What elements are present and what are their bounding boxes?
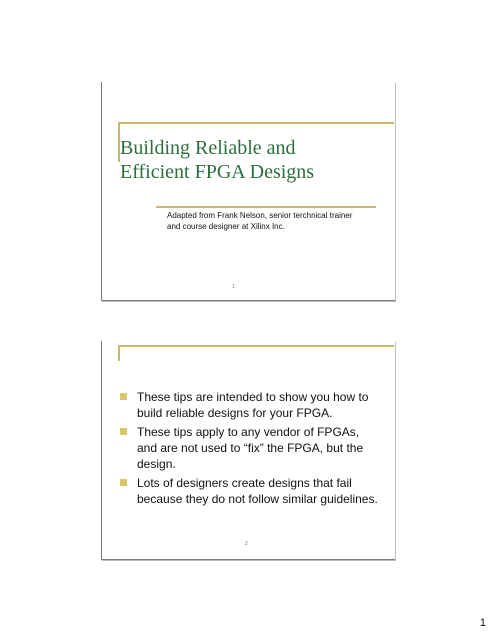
subtitle-line-1: Adapted from Frank Nelson, senior terchnical trainer [167,211,353,220]
bullet-square-icon [120,428,127,435]
slide-subtitle [167,210,352,232]
bullet-square-icon [120,479,127,486]
slide-title [120,136,314,184]
bullet-item: Lots of designers create designs that fail because they do not follow similar guidelines. [120,475,378,507]
bullet-item: These tips apply to any vendor of FPGAs, and are not used to “fix” the FPGA, but the design. [120,424,378,472]
subtitle-line-2: and course designer at Xilinx Inc. [167,222,285,231]
slide-title-line-1: Building Reliable and [120,137,296,159]
header-accent-vertical [118,345,120,361]
bullet-square-icon [120,393,127,400]
bullet-item: These tips are intended to show you how to build reliable designs for your FPGA. [120,389,378,421]
sheet-page-number: 1 [479,617,486,629]
title-accent-horizontal [118,122,394,124]
slide-page-number: 1 [232,284,235,290]
subtitle-accent-line [156,206,376,208]
header-accent-horizontal [118,345,394,347]
slide-1 [101,82,395,301]
bullet-list [120,389,378,510]
slide-page-number: 2 [245,541,248,547]
slide-2 [101,341,395,560]
slide-title-line-2: Efficient FPGA Designs [120,161,315,183]
